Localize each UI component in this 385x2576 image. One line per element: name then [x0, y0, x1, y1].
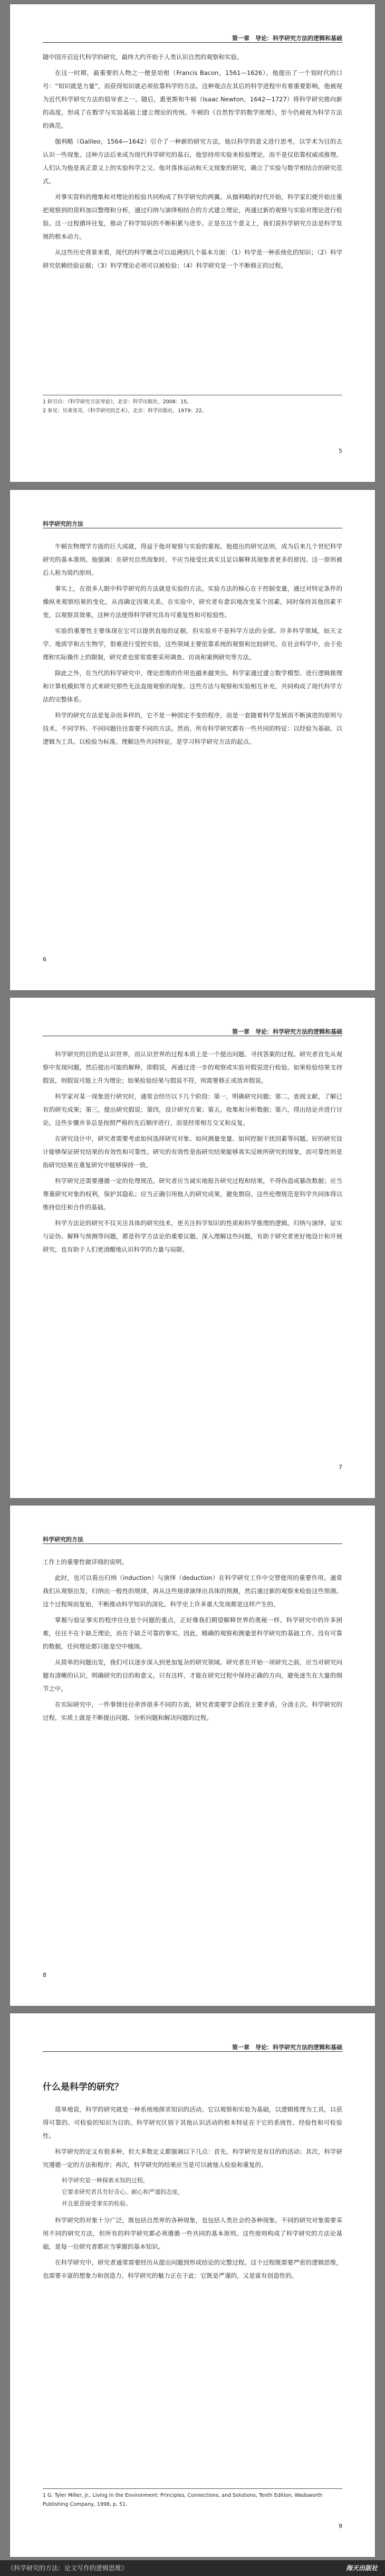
reader-bottom-bar — [0, 2560, 385, 2576]
paragraph: 科学研究的对象十分广泛，既包括自然界的各种现象，也包括人类社会的各种现象。不同的研究对象需要采用不同的研究方法，但所有的科学研究都必须遵循一些共同的基本原则。这些原则构成了科学研究的方法论基础，是每一位研究者都应当掌握的基本知识。 — [43, 2217, 342, 2250]
document-page — [10, 4, 375, 482]
quote-line: 它要求研究者具有好奇心、耐心和严谨的态度， — [62, 2189, 184, 2195]
paragraph: 在这一时期，最重要的人物之一便是培根（Francis Bacon，1561—1626）。他提出了一个划时代的口号：“知识就是力量”，而获得知识就必须依靠科学的方法。这种观点在其后的科学进程中有着重要影响，他被视为近代科学研究方法的倡导者之一。随后，惠更斯和牛顿（Isaac Newton，1642—1727）将科学研究推向新的高度，形成了在数学与实验基础上建立理论的传统。牛顿的《自然哲学的数学原理》，至今仍被视为科学方法的典范。 — [43, 69, 342, 129]
page-number: 8 — [43, 1972, 46, 1978]
quote-line: 科学研究是一种探索未知的过程， — [62, 2177, 149, 2184]
paragraph: 在科学研究中，研究者通常需要经历从提出问题到形成结论的完整过程。这个过程既需要严密的逻辑思维，也需要丰富的想象力和创造力。科学研究的魅力正在于此：它既是严谨的，又是富有创造性的。 — [43, 2259, 342, 2279]
page-number: 6 — [43, 956, 46, 963]
page-body — [43, 2103, 342, 2285]
paragraph: 科学研究的目的是认识世界，而认识世界的过程本质上是一个提出问题、寻找答案的过程。研究者首先从观察中发现问题，然后提出可能的解释，即假说，再通过进一步的观察或实验对假说进行检验。如果检验结果支持假说，则假说可能上升为理论；如果检验结果与假说不符，则需要修正或放弃假说。 — [43, 1050, 342, 1084]
paragraph: 除此之外，在当代的科学研究中，理论思维的作用也越来越突出。科学家通过建立数学模型、进行逻辑推理和计算机模拟等方式来研究那些无法直接观察的现象。这些方法与观察和实验相互补充，共同构成了现代科学方法的完整体系。 — [43, 669, 342, 703]
book-title[interactable]: 《科学研究的方法：论文写作的逻辑思维》 — [7, 2564, 128, 2572]
page-number: 9 — [339, 2523, 342, 2530]
document-page — [10, 490, 375, 990]
section-title: 什么是科学的研究？ — [43, 2082, 123, 2092]
paragraph: 科学家对某一现象进行研究时，通常会经历以下几个阶段：第一，明确研究问题；第二，查阅文献，了解已有的研究成果；第三，提出研究假说；第四，设计研究方案；第五，收集和分析数据；第六，得出结论并进行讨论。这些步骤并非总是按照严格的先后顺序进行，而是经常相互交叉和反复。 — [43, 1093, 342, 1126]
paragraph: 简单地说，科学的研究就是一种系统地探求知识的活动。它以观察和实验为基础，以逻辑推理为工具，以获得可靠的、可检验的知识为目的。科学研究区别于其他认识活动的根本特征在于它的系统性、经验性和可检验性。 — [43, 2106, 342, 2139]
document-page — [10, 1505, 375, 2006]
running-header: 科学研究的方法 — [43, 1535, 342, 1544]
paragraph: 科学研究还需要遵循一定的伦理规范。研究者应当诚实地报告研究过程和结果，不得伪造或篡改数据；应当尊重研究对象的权利，保护其隐私；应当正确引用他人的研究成果，避免剽窃。这些伦理规范是科学共同体得以维持信任和合作的基础。 — [43, 1177, 342, 1211]
paragraph: 在实际研究中，一件事情往往牵涉很多不同的方面，研究者需要学会抓住主要矛盾，分清主次。科学研究的过程，实质上就是不断提出问题、分析问题和解决问题的过程。 — [43, 1701, 342, 1721]
paragraph: 事实上，在很多人眼中科学研究的方法就是实验的方法。实验方法的核心在于控制变量，通过对特定条件的操纵来观察结果的变化，从而确定因果关系。在实验中，研究者有意识地改变某个因素，同时保持其他因素不变，以观察其效果。这种方法使得科学研究具有可重复性和可检验性。 — [43, 585, 342, 619]
block-quote — [62, 2175, 342, 2210]
paragraph: 牛顿在物理学方面的巨大成就，得益于他对观察与实验的重视。他提出的研究法则，成为后来几个世纪科学研究的基本准则。他强调：在研究自然现象时，不应当接受比真实且足以解释其现象者更多的原因。这一原则被后人称为简约原则。 — [43, 543, 342, 576]
paragraph: 在研究设计中，研究者需要考虑如何选择研究对象、如何测量变量、如何控制干扰因素等问题。好的研究设计能够保证研究结果的有效性和可靠性。研究的有效性是指研究结果能够真实反映所研究的现象，而可靠性则是指研究结果在重复研究中能够保持一致。 — [43, 1135, 342, 1169]
paragraph: 实验的重要性主要体现在它可以提供直接的证据。但实验并不是科学方法的全部。许多科学领域，如天文学、地质学和古生物学，很难进行受控实验，这些领域主要依靠系统的观察和比较研究。在社会科学中，由于伦理和实际操作上的限制，研究者也常常需要采用调查、访谈和案例研究等方法。 — [43, 627, 342, 661]
quote-line: 并且愿意接受事实的检验。 — [62, 2200, 131, 2207]
page-body — [43, 540, 342, 751]
running-header: 第一章 导论：科学研究方法的逻辑和基础 — [43, 2043, 342, 2052]
paragraph: 科学的研究方法是复杂而多样的，它不是一种固定不变的程序，而是一套随着科学发展而不断演进的原则与技术。不同学科、不同问题往往需要不同的方法。然而，所有科学研究都有一些共同的特征：以经验为基础、以逻辑为工具、以检验为标准。理解这些共同特征，是学习科学研究方法的起点。 — [43, 712, 342, 745]
paragraph: 对事实资料的搜集和对理论的检验共同构成了科学研究的两翼。从伽利略的时代开始，科学家们便开始注重把观察到的资料加以整理和分析，通过归纳与演绎相结合的方式建立理论，再通过新的观察与实验对理论进行检验。这一过程循环往复，推动了科学知识的不断积累与进步。正是在这个意义上，我们说科学研究方法是科学发展的根本动力。 — [43, 193, 342, 240]
publisher-logo: 海天出版社 — [345, 2564, 378, 2572]
paragraph: 此时，也可以看出归纳（induction）与演绎（deduction）在科学研究工作中交替使用的重要作用。通常我们从观察出发，归纳出一般性的规律，再从这些规律演绎出具体的预测，然后通过新的观察来检验这些预测。这个过程周而复始，不断推动科学知识的深化。科学史上许多重大发现都是这样产生的。 — [43, 1574, 342, 1608]
page-number: 7 — [339, 1464, 342, 1471]
footnotes — [43, 2488, 342, 2509]
footnote: 1 转引自：《科学研究方法导论》，北京：科学出版社，2008：15。 — [43, 399, 192, 405]
footnote: 2 参见：贝弗里奇，《科学研究的艺术》，北京：科学出版社，1979：22。 — [43, 408, 207, 414]
page-body — [43, 51, 342, 275]
page-body — [43, 1048, 342, 1259]
paragraph: 伽利略（Galileo，1564—1642）引介了一种新的研究方法，他以科学的意义进行思考，以学术为目的去认识一些现象。这种方法后来成为现代科学研究的基石，他坚持用实验来检验理论，而不是仅依靠权威或推理。人们认为他是真正意义上的实验科学之父。他对落体运动和天文现象的研究，确立了实验与数学相结合的研究范式。 — [43, 138, 342, 185]
page-number: 5 — [339, 448, 342, 454]
page-body — [43, 1556, 342, 1727]
running-header: 科学研究的方法 — [43, 519, 342, 528]
running-header: 第一章 导论：科学研究方法的逻辑和基础 — [43, 1027, 342, 1036]
document-page — [10, 998, 375, 1498]
paragraph: 科学研究的定义有很多种，但大多数定义都强调以下几点：首先，科学研究是有目的的活动；其次，科学研究遵循一定的方法和程序；再次，科学研究的结果应当是可以被他人检验和重复的。 — [43, 2148, 342, 2168]
document-page — [10, 2013, 375, 2557]
paragraph: 工作上的重要性做详细的说明。 — [43, 1558, 128, 1566]
running-header: 第一章 导论：科学研究方法的逻辑和基础 — [43, 34, 342, 43]
footnotes — [43, 395, 342, 415]
footnote: 1 G. Tyler Miller, Jr., Living in the Environment: Principles, Connections, and Solutions, Tenth Edition, Wadsworth Publishing Company, 1998, p. 51. — [43, 2493, 323, 2507]
paragraph: 掌握与验证事实的程序往往是个问题的重点，正好像我们期望解释世界的奥秘一样。科学研究中的许多困难，往往不在于缺乏理论，而在于缺乏可靠的事实。因此，精确的观察和测量是科学研究的基础工作。没有可靠的数据，任何理论都只能是空中楼阁。 — [43, 1616, 342, 1650]
paragraph: 从这些历史背景来看，现代的科学概念可以追溯到几个基本方面：（1）科学是一种系统化的知识；（2）科学研究依赖经验证据；（3）科学理论必须可以被检验；（4）科学研究是一个不断修正的过程。 — [43, 249, 342, 269]
paragraph: 科学方法论的研究不仅关注具体的研究技术，更关注科学知识的性质和科学推理的逻辑。归纳与演绎、证实与证伪、解释与预测等问题，都是科学方法论的重要议题。深入理解这些问题，有助于研究者更好地设计和开展研究，也有助于人们更清醒地认识科学的力量与局限。 — [43, 1219, 342, 1253]
paragraph: 随中国开启近代科学的研究，最终大约开始于人类认识自然的观察和实验。 — [43, 53, 243, 61]
paragraph: 从简单的问题出发，我们可以逐步深入到更加复杂的研究领域。研究者在开始一项研究之前，应当对研究问题有清晰的认识，明确研究的目的和意义。只有这样，才能在研究过程中保持正确的方向，避免迷失在大量的细节之中。 — [43, 1659, 342, 1692]
